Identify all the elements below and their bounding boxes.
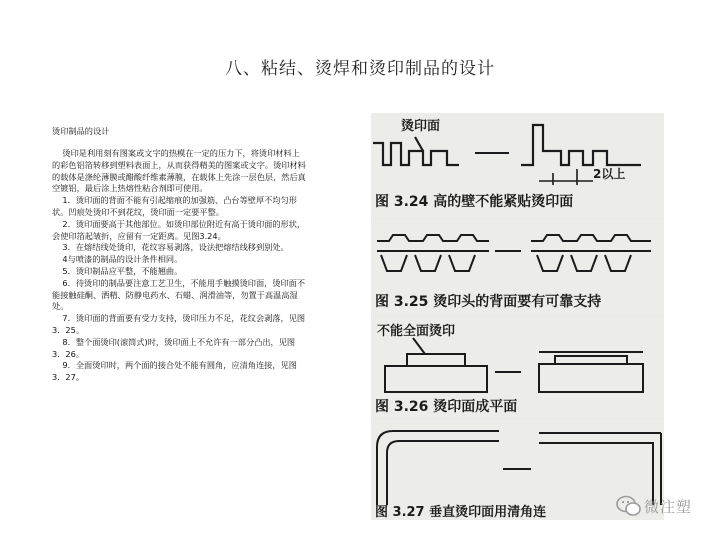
figure-image [371,113,664,520]
caption-prefix: 图 [375,399,394,415]
caption-text: 烫印面成平面 [428,399,518,415]
caption-number: 3.26 [393,399,429,415]
dimension-label: 2以上 [593,167,626,181]
caption-text: 垂直烫印面用清角连 [424,505,547,520]
caption-prefix: 图 [375,194,394,210]
paragraph-1: 1．烫印面的背面不能有引起缩痕的加强筋、凸台等壁厚不均匀形状。凹痕处烫印不到花纹，烫印面一定要平整。 [52,195,297,217]
paragraph-5: 5．烫印制品应平整，不能翘曲。 [52,265,183,276]
paragraph-6: 6．待烫印的制品要注意工艺卫生，不能用手触摸烫印面，烫印面不能接触硅酮、洒精、防静电药水、石蜡、润滑油等，勿置于高温高湿处。 [52,277,306,312]
paragraph-8: 8．整个面烫印(滚筒式)时，烫印面上不允许有一部分凸出，见图3．26。 [52,336,296,359]
figure-3-25-caption [375,291,601,311]
figure-3-27-caption [375,501,546,520]
hot-stamp-face-label: 烫印面 [401,119,441,134]
caption-text: 高的壁不能紧贴烫印面 [428,194,574,210]
figure-3-25 [371,219,664,315]
caption-number: 3.24 [393,194,429,210]
watermark [614,492,710,520]
paragraph-7: 7．烫印面的背面要有受力支持，烫印压力不足，花纹会剥落，见图3．25。 [52,313,306,335]
caption-text: 烫印头的背面要有可靠支持 [428,294,602,310]
paragraph-4: 4与喷漆的制品的设计条件相同。 [52,254,183,265]
paragraph-intro: 烫印是利用刻有图案或文字的热模在一定的压力下，将烫印材料上的彩色铝箔转移到塑料表面上，从而获得精美的图案或文字。烫印材料的载体是涤纶薄膜或醋酸纤维素薄膜，在载体上先涂一层色层，然后真空镀铝，最后涂上热熔性粘合剂即可使用。 [52,148,306,194]
slide-title: 八、粘结、烫焊和烫印制品的设计 [225,59,495,79]
caption-number: 3.27 [392,505,425,520]
caption-prefix: 图 [375,505,393,520]
caption-prefix: 图 [375,294,394,310]
paragraph-9: 9．全面烫印时，两个面的接合处不能有圆角，应清角连接，见图3．27。 [52,360,297,383]
body-text [52,148,308,384]
no-full-stamp-label: 不能全面烫印 [377,324,456,339]
figure-3-24 [371,113,664,218]
wechat-icon [616,494,642,518]
paragraph-3: 3．在熔结线处烫印，花纹容易剥落，设法把熔结线移到别处。 [52,242,289,253]
section-heading: 烫印制品的设计 [52,126,110,136]
watermark-text: 微注塑 [644,498,693,516]
paragraph-2: 2．烫印面要高于其他部位。如烫印部位附近有高于烫印面的形状，会使印箔起皱折，应留有一定距离。见图3.24。 [52,218,306,241]
figure-3-26-caption [375,396,517,416]
caption-number: 3.25 [393,294,429,310]
figure-3-24-caption [375,191,573,211]
figure-3-26 [371,316,664,418]
